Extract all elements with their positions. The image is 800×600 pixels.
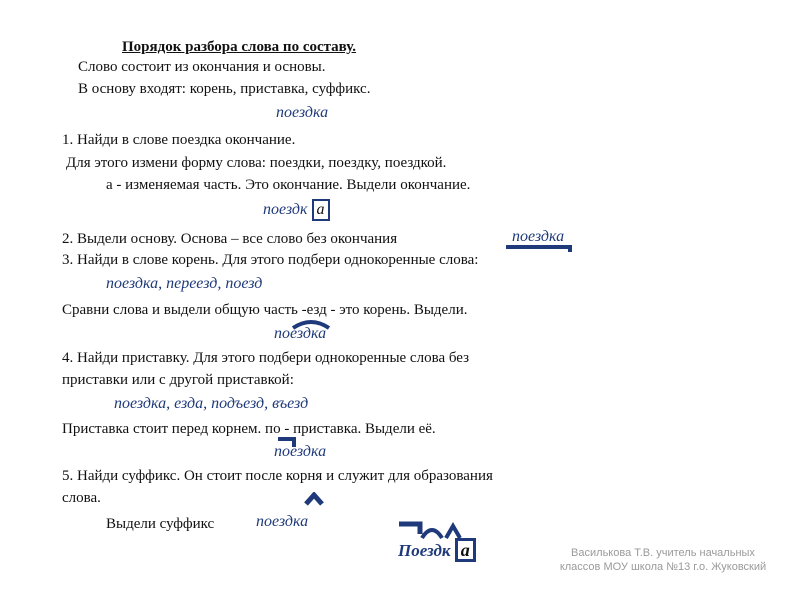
step3-word: поездка xyxy=(274,325,327,342)
word-example: поездка xyxy=(276,104,329,121)
intro-line-2: В основу входят: корень, приставка, суффикс. xyxy=(78,81,371,97)
ending-box: а xyxy=(455,538,476,562)
step5-label: Выдели суффикс xyxy=(106,516,215,532)
step4-note: Приставка стоит перед корнем. по - приставка. Выдели её. xyxy=(62,421,436,437)
step5-word: поездка xyxy=(256,513,309,530)
step5-line-a: 5. Найди суффикс. Он стоит после корня и служит для образования xyxy=(62,468,493,484)
step3-heading: 3. Найди в слове корень. Для этого подбери однокоренные слова: xyxy=(62,252,479,268)
page-title: Порядок разбора слова по составу. xyxy=(122,39,357,55)
step4-words: поездка, езда, подъезд, въезд xyxy=(114,395,309,412)
final-word-parsed xyxy=(398,538,476,562)
step5-line-b: слова. xyxy=(62,490,101,506)
ending-text: а xyxy=(556,228,565,245)
stem-text: поездк xyxy=(512,228,557,245)
stem-text: поездк xyxy=(263,201,308,218)
ending-box: а xyxy=(312,199,330,221)
step2-heading: 2. Выдели основу. Основа – все слово без окончания xyxy=(62,231,398,247)
step1-heading: 1. Найди в слове поездка окончание. xyxy=(62,132,296,148)
step3-compare: Сравни слова и выдели общую часть -езд - это корень. Выдели. xyxy=(62,302,468,318)
step4-line-a: 4. Найди приставку. Для этого подбери однокоренные слова без xyxy=(62,350,470,366)
step4-line-b: приставки или с другой приставкой: xyxy=(62,372,294,388)
suffix-mark xyxy=(303,492,325,506)
stem-underline xyxy=(504,244,582,254)
step4-word: поездка xyxy=(274,443,327,460)
stem-text: Поездк xyxy=(398,541,451,560)
intro-line-1: Слово состоит из окончания и основы. xyxy=(78,59,326,75)
step1-forms: Для этого измени форму слова: поездки, поездку, поездкой. xyxy=(66,155,447,171)
step1-word-parsed xyxy=(263,199,330,221)
step1-note: а - изменяемая часть. Это окончание. Выдели окончание. xyxy=(106,177,471,193)
author-footer: Василькова Т.В. учитель начальных классов МОУ школа №13 г.о. Жуковский xyxy=(559,547,767,573)
step3-words: поездка, переезд, поезд xyxy=(106,275,263,292)
